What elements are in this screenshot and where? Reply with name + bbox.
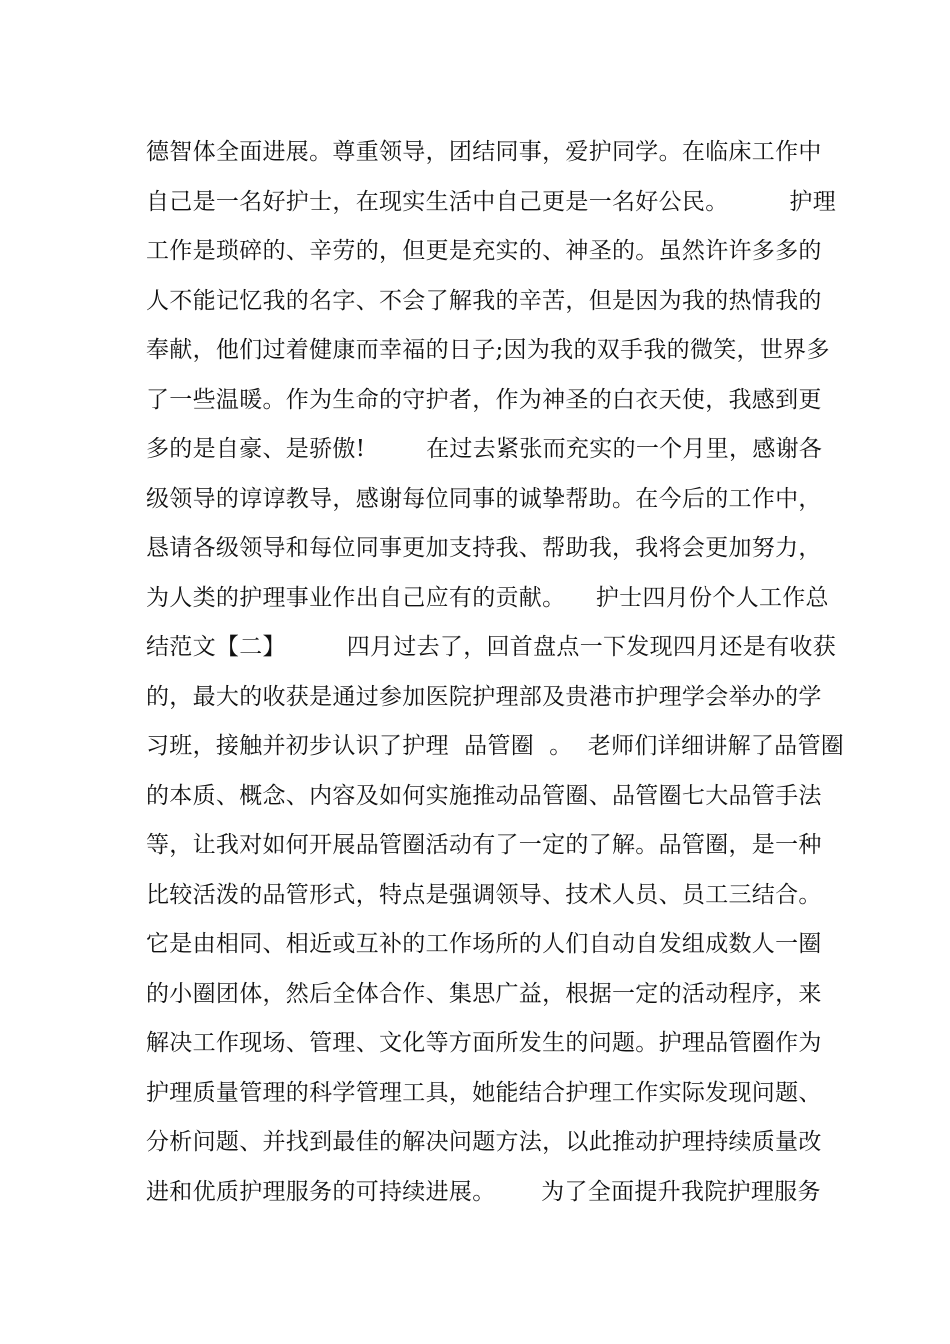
text-line: 护理质量管理的科学管理工具，她能结合护理工作实际发现问题、	[146, 1079, 822, 1106]
text-line: 它是由相同、相近或互补的工作场所的人们自动自发组成数人一圈	[146, 931, 822, 957]
text-line: 等，让我对如何开展品管圈活动有了一定的了解。品管圈，是一种	[146, 832, 822, 858]
text-line: 的，最大的收获是通过参加医院护理部及贵港市护理学会举办的学	[146, 683, 822, 710]
text-line: 分析问题、并找到最佳的解决问题方法，以此推动护理持续质量改	[146, 1129, 822, 1155]
text-line: 了一些温暖。作为生命的守护者，作为神圣的白衣天使，我感到更	[146, 386, 822, 413]
text-line: 德智体全面进展。尊重领导，团结同事，爱护同学。在临床工作中	[146, 139, 822, 165]
text-line: 比较活泼的品管形式，特点是强调领导、技术人员、员工三结合。	[146, 881, 822, 908]
text-line: 进和优质护理服务的可持续进展。 为了全面提升我院护理服务	[146, 1178, 821, 1205]
text-line: 解决工作现场、管理、文化等方面所发生的问题。护理品管圈作为	[146, 1030, 822, 1056]
text-line: 工作是琐碎的、辛劳的，但更是充实的、神圣的。虽然许许多多的	[146, 238, 822, 264]
text-line: 恳请各级领导和每位同事更加支持我、帮助我，我将会更加努力，	[146, 535, 822, 561]
text-line: 结范文【二】 四月过去了，回首盘点一下发现四月还是有收获	[146, 634, 836, 660]
body-text	[146, 128, 845, 1217]
text-line: 奉献，他们过着健康而幸福的日子;因为我的双手我的微笑，世界多	[146, 337, 830, 363]
text-line: 级领导的谆谆教导，感谢每位同事的诚挚帮助。在今后的工作中，	[146, 485, 822, 512]
text-line: 为人类的护理事业作出自己应有的贡献。 护士四月份个人工作总	[146, 584, 829, 611]
text-line: 的本质、概念、内容及如何实施推动品管圈、品管圈七大品管手法	[146, 782, 822, 809]
text-line: 习班，接触并初步认识了护理 品管圈 。 老师们详细讲解了品管圈	[146, 733, 845, 759]
text-line: 自己是一名好护士，在现实生活中自己更是一名好公民。 护理	[146, 188, 836, 215]
text-line: 的小圈团体，然后全体合作、集思广益，根据一定的活动程序，来	[146, 980, 822, 1007]
text-line: 多的是自豪、是骄傲! 在过去紧张而充实的一个月里，感谢各	[146, 436, 823, 462]
text-line: 人不能记忆我的名字、不会了解我的辛苦，但是因为我的热情我的	[146, 287, 822, 314]
